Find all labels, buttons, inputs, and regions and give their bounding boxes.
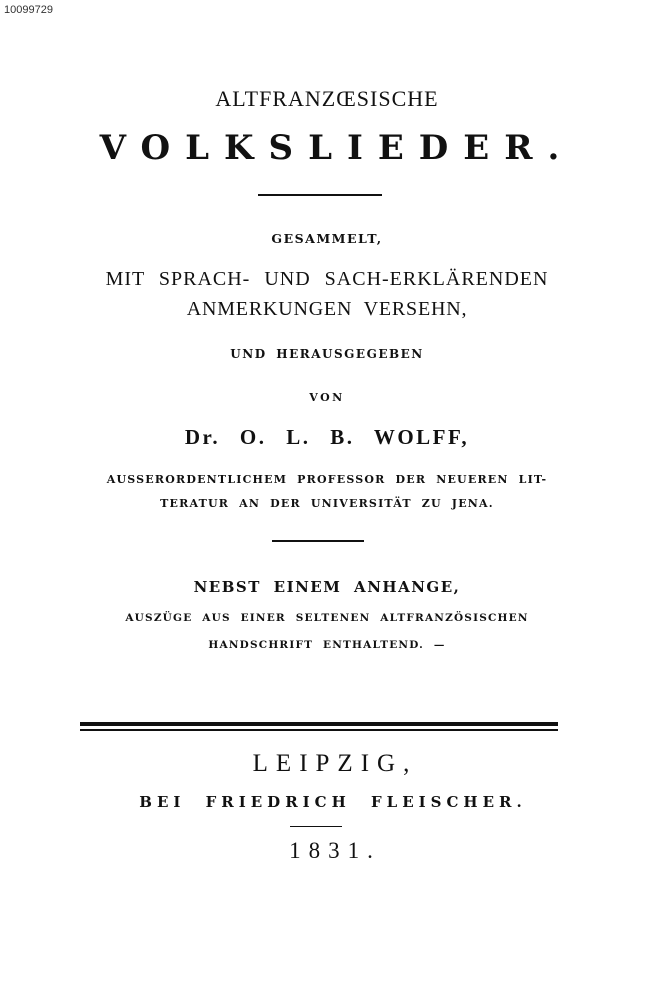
double-rule-thick [80, 722, 558, 726]
appendix-title: NEBST EINEM ANHANGE, [193, 578, 461, 596]
appendix-line-1: AUSZÜGE AUS EINER SELTENEN ALTFRANZÖSISCHEN [125, 612, 529, 624]
page-identifier: 10099729 [4, 4, 53, 16]
affiliation-line-1: AUSSERORDENTLICHEM PROFESSOR DER NEUEREN LIT- [106, 473, 548, 486]
publication-place: LEIPZIG, [252, 750, 418, 777]
divider-rule [272, 540, 364, 542]
title-line-2: VOLKSLIEDER. [99, 128, 575, 168]
edited-label: UND HERAUSGEGEBEN [230, 347, 424, 361]
collected-label: GESAMMELT, [271, 231, 383, 246]
publication-year: 1831. [289, 838, 381, 863]
annotations-line-2: ANMERKUNGEN VERSEHN, [186, 298, 468, 320]
by-label: VON [309, 391, 345, 404]
publisher: BEI FRIEDRICH FLEISCHER. [139, 793, 527, 811]
author-name: Dr. O. L. B. WOLFF, [184, 425, 470, 449]
affiliation-line-2: TERATUR AN DER UNIVERSITÄT ZU JENA. [160, 497, 494, 510]
annotations-line-1: MIT SPRACH- UND SACH-ERKLÄRENDEN [105, 268, 549, 290]
double-rule-thin [80, 729, 558, 731]
title-line-1: ALTFRANZŒSISCHE [215, 86, 439, 111]
divider-rule [290, 826, 342, 827]
appendix-line-2: HANDSCHRIFT ENTHALTEND. — [208, 639, 446, 651]
divider-rule [258, 194, 382, 196]
